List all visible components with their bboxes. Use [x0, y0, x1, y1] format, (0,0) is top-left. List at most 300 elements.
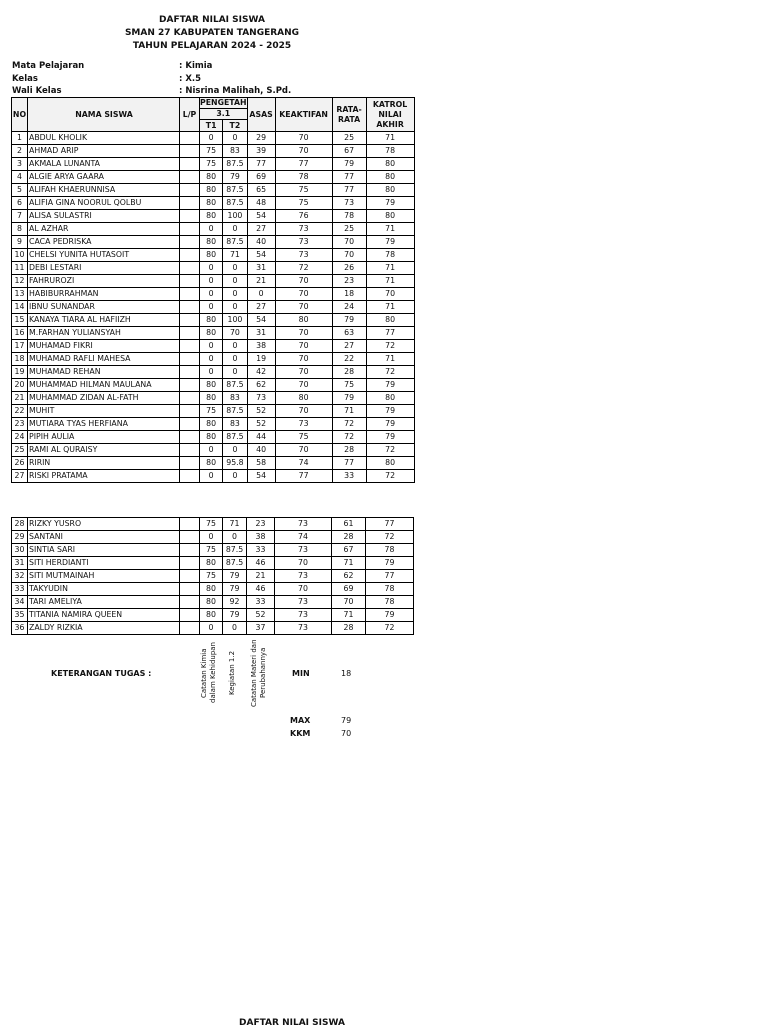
cell-katrol: 77	[366, 327, 414, 340]
cell-rata: 28	[332, 444, 366, 457]
table-row	[12, 249, 415, 262]
cell-t1: 0	[200, 444, 223, 457]
cell-katrol: 71	[366, 301, 414, 314]
cell-katrol: 77	[366, 518, 414, 531]
cell-katrol: 78	[366, 583, 414, 596]
cell-no: 24	[12, 431, 28, 444]
table-row	[12, 544, 414, 557]
cell-katrol: 78	[366, 249, 414, 262]
cell-asas: 52	[247, 418, 275, 431]
cell-t1: 80	[200, 184, 223, 197]
cell-katrol: 71	[366, 132, 414, 145]
meta-info	[12, 60, 432, 98]
cell-lp	[180, 262, 200, 275]
cell-rata: 77	[332, 171, 366, 184]
table-row	[12, 327, 415, 340]
cell-lp	[180, 596, 200, 609]
cell-asas: 48	[247, 197, 275, 210]
cell-katrol: 79	[366, 236, 414, 249]
cell-t1: 80	[200, 171, 223, 184]
cell-asas: 21	[247, 570, 275, 583]
cell-asas: 37	[247, 622, 275, 635]
cell-t2: 0	[223, 223, 247, 236]
cell-lp	[180, 353, 200, 366]
cell-no: 9	[12, 236, 28, 249]
col-header-asas: ASAS	[247, 98, 275, 132]
cell-t1: 0	[200, 531, 223, 544]
cell-no: 5	[12, 184, 28, 197]
cell-keaktifan: 70	[275, 557, 332, 570]
cell-katrol: 79	[366, 609, 414, 622]
table-row	[12, 197, 415, 210]
cell-katrol: 70	[366, 288, 414, 301]
cell-keaktifan: 73	[275, 544, 332, 557]
cell-lp	[180, 184, 200, 197]
cell-lp	[180, 609, 200, 622]
cell-katrol: 72	[366, 340, 414, 353]
cell-name: ABDUL KHOLIK	[28, 132, 180, 145]
cell-no: 16	[12, 327, 28, 340]
cell-t1: 80	[200, 236, 223, 249]
table-row	[12, 340, 415, 353]
cell-katrol: 80	[366, 210, 414, 223]
cell-rata: 72	[332, 431, 366, 444]
meta-subject: Mata Pelajaran : Kimia	[12, 61, 213, 71]
report-title-block	[0, 14, 424, 53]
table-row	[12, 184, 415, 197]
col-header-keaktifan: KEAKTIFAN	[275, 98, 332, 132]
cell-t1: 0	[200, 470, 223, 483]
table-row	[12, 262, 415, 275]
cell-t2: 0	[223, 262, 247, 275]
cell-keaktifan: 70	[275, 145, 332, 158]
cell-katrol: 72	[366, 470, 414, 483]
cell-lp	[180, 171, 200, 184]
cell-t1: 80	[200, 431, 223, 444]
cell-katrol: 78	[366, 544, 414, 557]
cell-keaktifan: 70	[275, 340, 332, 353]
cell-lp	[180, 145, 200, 158]
cell-t1: 80	[200, 609, 223, 622]
cell-rata: 22	[332, 353, 366, 366]
table-row	[12, 275, 415, 288]
table-row	[12, 379, 415, 392]
cell-t1: 80	[200, 457, 223, 470]
cell-keaktifan: 77	[275, 470, 332, 483]
cell-no: 18	[12, 353, 28, 366]
cell-asas: 54	[247, 249, 275, 262]
cell-t2: 0	[223, 444, 247, 457]
cell-t2: 79	[223, 171, 247, 184]
cell-asas: 0	[247, 288, 275, 301]
cell-lp	[180, 418, 200, 431]
cell-name: TARI AMELIYA	[28, 596, 180, 609]
cell-t2: 0	[223, 340, 247, 353]
cell-t2: 95.8	[223, 457, 247, 470]
cell-lp	[180, 457, 200, 470]
cell-lp	[180, 301, 200, 314]
cell-no: 34	[12, 596, 28, 609]
cell-keaktifan: 73	[275, 223, 332, 236]
cell-katrol: 71	[366, 353, 414, 366]
cell-t2: 0	[223, 622, 247, 635]
table-row	[12, 314, 415, 327]
cell-lp	[180, 327, 200, 340]
cell-name: DEBI LESTARI	[28, 262, 180, 275]
cell-rata: 26	[332, 262, 366, 275]
cell-lp	[180, 531, 200, 544]
cell-no: 1	[12, 132, 28, 145]
cell-no: 26	[12, 457, 28, 470]
cell-no: 14	[12, 301, 28, 314]
cell-keaktifan: 73	[275, 570, 332, 583]
cell-asas: 33	[247, 544, 275, 557]
cell-name: SINTIA SARI	[28, 544, 180, 557]
cell-name: MUHAMAD RAFLI MAHESA	[28, 353, 180, 366]
cell-t2: 87.5	[223, 544, 247, 557]
cell-t2: 92	[223, 596, 247, 609]
cell-katrol: 78	[366, 596, 414, 609]
cell-asas: 54	[247, 210, 275, 223]
cell-t2: 100	[223, 210, 247, 223]
cell-t2: 87.5	[223, 184, 247, 197]
table-row	[12, 132, 415, 145]
cell-t1: 80	[200, 327, 223, 340]
table-row	[12, 301, 415, 314]
cell-keaktifan: 75	[275, 197, 332, 210]
table-row	[12, 366, 415, 379]
cell-asas: 44	[247, 431, 275, 444]
cell-lp	[180, 275, 200, 288]
cell-t1: 0	[200, 340, 223, 353]
cell-katrol: 78	[366, 145, 414, 158]
cell-keaktifan: 73	[275, 518, 332, 531]
cell-name: MUHAMMAD HILMAN MAULANA	[28, 379, 180, 392]
cell-asas: 31	[247, 327, 275, 340]
cell-katrol: 71	[366, 275, 414, 288]
cell-katrol: 79	[366, 418, 414, 431]
cell-no: 28	[12, 518, 28, 531]
cell-no: 7	[12, 210, 28, 223]
cell-no: 19	[12, 366, 28, 379]
cell-name: KANAYA TIARA AL HAFIIZH	[28, 314, 180, 327]
cell-katrol: 72	[366, 622, 414, 635]
table-row	[12, 596, 414, 609]
cell-lp	[180, 518, 200, 531]
cell-t1: 0	[200, 223, 223, 236]
cell-keaktifan: 76	[275, 210, 332, 223]
cell-asas: 31	[247, 262, 275, 275]
cell-t1: 75	[200, 145, 223, 158]
cell-rata: 18	[332, 288, 366, 301]
cell-katrol: 72	[366, 366, 414, 379]
cell-t2: 87.5	[223, 236, 247, 249]
cell-lp	[180, 444, 200, 457]
cell-asas: 77	[247, 158, 275, 171]
next-page-title: DAFTAR NILAI SISWA	[239, 1018, 345, 1028]
cell-name: IBNU SUNANDAR	[28, 301, 180, 314]
cell-keaktifan: 70	[275, 583, 332, 596]
cell-t2: 0	[223, 353, 247, 366]
col-header-t1: T1	[200, 120, 223, 132]
cell-asas: 27	[247, 223, 275, 236]
cell-keaktifan: 73	[275, 622, 332, 635]
table-row	[12, 557, 414, 570]
cell-keaktifan: 73	[275, 596, 332, 609]
cell-asas: 52	[247, 609, 275, 622]
cell-asas: 21	[247, 275, 275, 288]
cell-katrol: 71	[366, 223, 414, 236]
cell-rata: 70	[332, 596, 366, 609]
cell-t1: 80	[200, 379, 223, 392]
cell-name: CHELSI YUNITA HUTASOIT	[28, 249, 180, 262]
cell-lp	[180, 223, 200, 236]
cell-t1: 80	[200, 197, 223, 210]
cell-t2: 0	[223, 531, 247, 544]
cell-t1: 0	[200, 366, 223, 379]
cell-lp	[180, 236, 200, 249]
cell-name: ALIFIA GINA NOORUL QOLBU	[28, 197, 180, 210]
cell-no: 10	[12, 249, 28, 262]
cell-rata: 61	[332, 518, 366, 531]
cell-t2: 87.5	[223, 158, 247, 171]
table-row	[12, 418, 415, 431]
cell-rata: 71	[332, 405, 366, 418]
report-title: DAFTAR NILAI SISWA	[159, 15, 265, 25]
cell-no: 31	[12, 557, 28, 570]
cell-name: ALIFAH KHAERUNNISA	[28, 184, 180, 197]
table-row	[12, 223, 415, 236]
cell-rata: 79	[332, 392, 366, 405]
cell-katrol: 80	[366, 392, 414, 405]
col-header-pengetahuan: PENGETAH	[200, 98, 247, 107]
cell-keaktifan: 70	[275, 327, 332, 340]
cell-katrol: 72	[366, 531, 414, 544]
cell-asas: 23	[247, 518, 275, 531]
task-note-1: Catatan Kimia dalam Kehidupan	[200, 642, 217, 704]
table-row	[12, 622, 414, 635]
cell-katrol: 79	[366, 431, 414, 444]
cell-t1: 75	[200, 405, 223, 418]
table-row	[12, 457, 415, 470]
col-header-lp: L/P	[180, 98, 200, 132]
cell-asas: 54	[247, 470, 275, 483]
cell-t1: 75	[200, 158, 223, 171]
cell-lp	[180, 583, 200, 596]
cell-rata: 69	[332, 583, 366, 596]
cell-rata: 27	[332, 340, 366, 353]
cell-katrol: 72	[366, 444, 414, 457]
cell-lp	[180, 249, 200, 262]
cell-keaktifan: 73	[275, 249, 332, 262]
table-row	[12, 431, 415, 444]
table-row	[12, 470, 415, 483]
cell-asas: 40	[247, 444, 275, 457]
cell-t2: 0	[223, 275, 247, 288]
cell-t2: 0	[223, 470, 247, 483]
table-row	[12, 392, 415, 405]
cell-no: 17	[12, 340, 28, 353]
cell-asas: 62	[247, 379, 275, 392]
cell-t1: 0	[200, 353, 223, 366]
cell-asas: 42	[247, 366, 275, 379]
cell-t1: 80	[200, 392, 223, 405]
cell-rata: 73	[332, 197, 366, 210]
cell-t2: 83	[223, 418, 247, 431]
cell-no: 15	[12, 314, 28, 327]
school-name: SMAN 27 KABUPATEN TANGERANG	[124, 28, 300, 38]
cell-no: 23	[12, 418, 28, 431]
cell-t1: 0	[200, 622, 223, 635]
table-row	[12, 531, 414, 544]
cell-asas: 54	[247, 314, 275, 327]
cell-rata: 63	[332, 327, 366, 340]
cell-keaktifan: 73	[275, 236, 332, 249]
cell-rata: 25	[332, 132, 366, 145]
meta-class: Kelas : X.5	[12, 73, 202, 84]
cell-name: MUTIARA TYAS HERFIANA	[28, 418, 180, 431]
cell-name: AHMAD ARIP	[28, 145, 180, 158]
cell-rata: 77	[332, 184, 366, 197]
cell-t2: 87.5	[223, 405, 247, 418]
cell-rata: 72	[332, 418, 366, 431]
cell-lp	[180, 158, 200, 171]
cell-katrol: 80	[366, 314, 414, 327]
cell-no: 30	[12, 544, 28, 557]
table-row	[12, 405, 415, 418]
cell-asas: 29	[247, 132, 275, 145]
cell-keaktifan: 70	[275, 366, 332, 379]
cell-lp	[180, 132, 200, 145]
cell-t2: 87.5	[223, 431, 247, 444]
col-header-name: NAMA SISWA	[28, 98, 180, 132]
cell-name: MUHAMMAD ZIDAN AL-FATH	[28, 392, 180, 405]
cell-no: 21	[12, 392, 28, 405]
cell-no: 11	[12, 262, 28, 275]
stat-kkm-label: KKM	[290, 729, 311, 738]
cell-t2: 100	[223, 314, 247, 327]
task-note-3: Catatan Materi dan Perubahannya	[250, 639, 267, 707]
col-header-rata: RATA- RATA	[332, 98, 366, 132]
cell-rata: 77	[332, 457, 366, 470]
cell-no: 4	[12, 171, 28, 184]
cell-name: SITI HERDIANTI	[28, 557, 180, 570]
cell-lp	[180, 288, 200, 301]
cell-lp	[180, 557, 200, 570]
cell-asas: 46	[247, 557, 275, 570]
cell-rata: 23	[332, 275, 366, 288]
cell-keaktifan: 70	[275, 275, 332, 288]
cell-asas: 69	[247, 171, 275, 184]
cell-no: 8	[12, 223, 28, 236]
cell-lp	[180, 210, 200, 223]
cell-t1: 0	[200, 262, 223, 275]
cell-keaktifan: 72	[275, 262, 332, 275]
cell-no: 3	[12, 158, 28, 171]
cell-t2: 79	[223, 583, 247, 596]
cell-name: SANTANI	[28, 531, 180, 544]
cell-keaktifan: 70	[275, 301, 332, 314]
cell-keaktifan: 80	[275, 314, 332, 327]
cell-asas: 40	[247, 236, 275, 249]
cell-keaktifan: 70	[275, 405, 332, 418]
cell-lp	[180, 392, 200, 405]
cell-keaktifan: 70	[275, 379, 332, 392]
cell-name: AL AZHAR	[28, 223, 180, 236]
cell-lp	[180, 405, 200, 418]
cell-lp	[180, 197, 200, 210]
cell-t1: 0	[200, 275, 223, 288]
cell-t1: 80	[200, 557, 223, 570]
cell-rata: 25	[332, 223, 366, 236]
cell-rata: 28	[332, 622, 366, 635]
cell-rata: 67	[332, 544, 366, 557]
grades-table-part2	[11, 517, 414, 635]
cell-katrol: 79	[366, 405, 414, 418]
cell-name: RISKI PRATAMA	[28, 470, 180, 483]
cell-name: SITI MUTMAINAH	[28, 570, 180, 583]
cell-rata: 70	[332, 236, 366, 249]
col-header-no: NO	[12, 98, 28, 132]
table-row	[12, 570, 414, 583]
cell-name: FAHRUROZI	[28, 275, 180, 288]
cell-t2: 79	[223, 570, 247, 583]
stat-max-value: 79	[341, 716, 352, 725]
table-row	[12, 518, 414, 531]
cell-no: 20	[12, 379, 28, 392]
cell-t2: 87.5	[223, 557, 247, 570]
stat-min-value: 18	[341, 669, 352, 678]
cell-asas: 73	[247, 392, 275, 405]
cell-name: MUHAMAD FIKRI	[28, 340, 180, 353]
cell-lp	[180, 379, 200, 392]
cell-no: 29	[12, 531, 28, 544]
cell-t1: 75	[200, 570, 223, 583]
table-row	[12, 210, 415, 223]
table-row	[12, 353, 415, 366]
cell-lp	[180, 340, 200, 353]
cell-rata: 79	[332, 158, 366, 171]
cell-t1: 80	[200, 596, 223, 609]
meta-homeroom: Wali Kelas : Nisrina Malihah, S.Pd.	[12, 86, 292, 96]
table-row	[12, 609, 414, 622]
cell-rata: 28	[332, 531, 366, 544]
cell-rata: 28	[332, 366, 366, 379]
cell-t2: 87.5	[223, 197, 247, 210]
cell-t1: 80	[200, 418, 223, 431]
cell-name: ALGIE ARYA GAARA	[28, 171, 180, 184]
cell-no: 25	[12, 444, 28, 457]
cell-t1: 0	[200, 132, 223, 145]
table-row	[12, 288, 415, 301]
cell-name: RIZKY YUSRO	[28, 518, 180, 531]
cell-rata: 78	[332, 210, 366, 223]
table-row	[12, 236, 415, 249]
cell-name: CACA PEDRISKA	[28, 236, 180, 249]
cell-t1: 75	[200, 544, 223, 557]
cell-asas: 38	[247, 340, 275, 353]
cell-name: MUHIT	[28, 405, 180, 418]
cell-katrol: 77	[366, 570, 414, 583]
cell-t1: 80	[200, 210, 223, 223]
cell-lp	[180, 622, 200, 635]
cell-lp	[180, 431, 200, 444]
cell-no: 36	[12, 622, 28, 635]
cell-name: ZALDY RIZKIA	[28, 622, 180, 635]
cell-asas: 39	[247, 145, 275, 158]
cell-keaktifan: 70	[275, 132, 332, 145]
table-row	[12, 583, 414, 596]
